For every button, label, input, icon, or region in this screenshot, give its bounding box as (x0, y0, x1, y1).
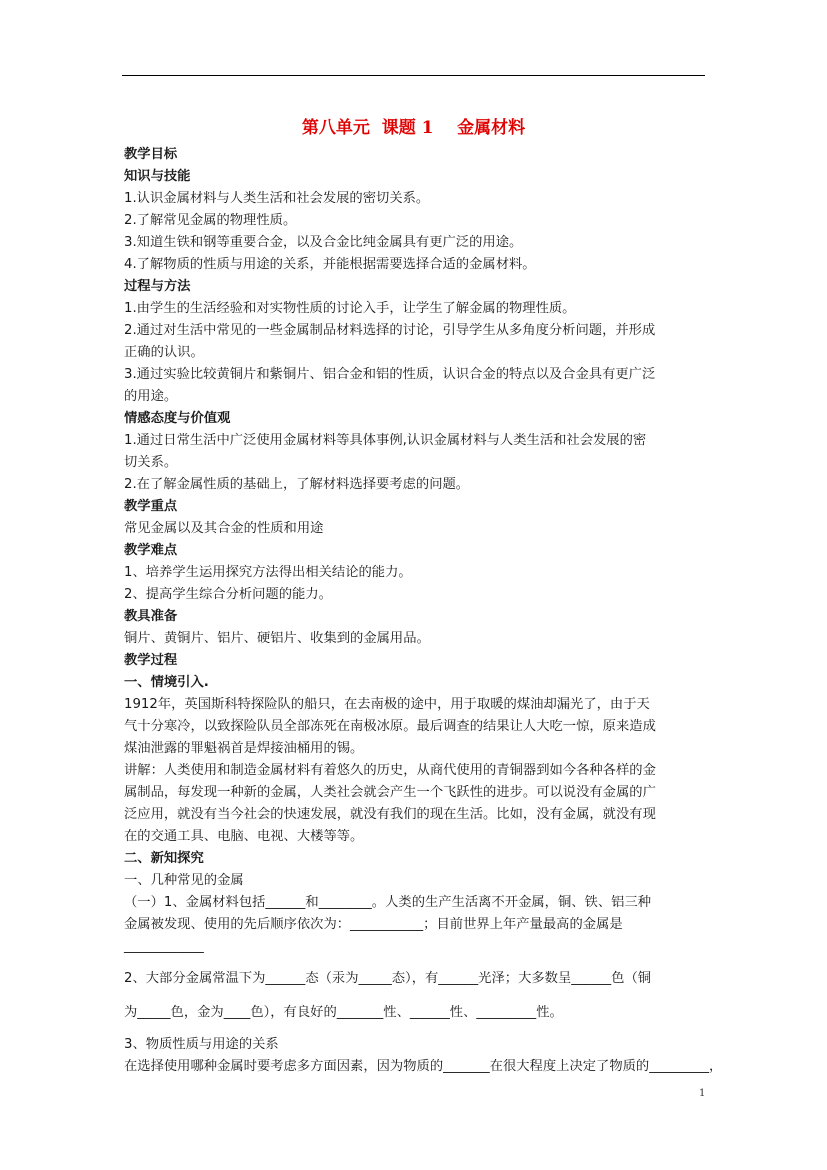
text-line: 气十分寒冷，以致探险队员全部冻死在南极冰原。最后调查的结果让人大吃一惊，原来造成 (124, 719, 656, 734)
section-heading: 教具准备 (124, 609, 178, 624)
text-line: 在的交通工具、电脑、电视、大楼等等。 (124, 829, 364, 844)
text-line: 2、大部分金属常温下为______态（汞为_____态），有______光泽；大多数呈______色（铜 (124, 971, 652, 986)
text-line: 为_____色，金为____色），有良好的_______性、______性、_________性。 (124, 1005, 563, 1020)
page-title: 第八单元 课题 1 金属材料 (301, 118, 526, 138)
text-line: 铜片、黄铜片、铝片、硬铝片、收集到的金属用品。 (124, 631, 430, 646)
section-heading: 二、新知探究 (124, 851, 204, 866)
text-line: 泛应用，就没有当今社会的快速发展，就没有我们的现在生活。比如，没有金属，就没有现 (124, 807, 656, 822)
section-heading: 教学过程 (124, 653, 178, 668)
page-number: 1 (699, 1088, 706, 1099)
header-rule (122, 75, 705, 76)
text-line: 切关系。 (124, 455, 178, 470)
text-line: 3.通过实验比较黄铜片和紫铜片、铝合金和铝的性质，认识合金的特点以及合金具有更广泛 (124, 367, 656, 382)
text-line: 2.了解常见金属的物理性质。 (124, 213, 297, 228)
text-line: 3、物质性质与用途的关系 (124, 1037, 279, 1052)
text-line: （一）1、金属材料包括______和________。人类的生产生活离不开金属，铜、铁、铝三种 (124, 895, 652, 910)
spacer (124, 958, 714, 966)
text-line: 常见金属以及其合金的性质和用途 (124, 521, 324, 536)
text-line: 1912年，英国斯科特探险队的船只，在去南极的途中，用于取暖的煤油却漏光了，由于天 (124, 697, 650, 712)
section-heading: 过程与方法 (124, 279, 191, 294)
text-line: 4.了解物质的性质与用途的关系，并能根据需要选择合适的金属材料。 (124, 257, 536, 272)
text-line: 属制品，每发现一种新的金属，人类社会就会产生一个飞跃性的进步。可以说没有金属的广 (124, 785, 656, 800)
document-body (124, 144, 723, 1078)
section-heading: 知识与技能 (124, 169, 191, 184)
text-line: 金属被发现、使用的先后顺序依次为：___________；目前世界上年产量最高的金属是 (124, 917, 623, 932)
section-heading: 情感态度与价值观 (124, 411, 231, 426)
text-line: 2.通过对生活中常见的一些金属制品材料选择的讨论，引导学生从多角度分析问题，并形成 (124, 323, 656, 338)
text-line: 的用途。 (124, 389, 178, 404)
text-line: 2.在了解金属性质的基础上，了解材料选择要考虑的问题。 (124, 477, 470, 492)
text-line: 煤油泄露的罪魁祸首是焊接油桶用的锡。 (124, 741, 364, 756)
text-line: 2、提高学生综合分析问题的能力。 (124, 587, 332, 602)
text-line: 3.知道生铁和钢等重要合金，以及合金比纯金属具有更广泛的用途。 (124, 235, 523, 250)
text-line: 一、几种常见的金属 (124, 873, 244, 888)
text-line: 1、培养学生运用探究方法得出相关结论的能力。 (124, 565, 412, 580)
text-line: 1.认识金属材料与人类生活和社会发展的密切关系。 (124, 191, 430, 206)
text-line: 讲解：人类使用和制造金属材料有着悠久的历史，从商代使用的青铜器到如今各种各样的金 (124, 763, 656, 778)
spacer (124, 992, 714, 1000)
section-heading: 教学目标 (124, 147, 178, 162)
text-line: 正确的认识。 (124, 345, 204, 360)
text-line: ____________ (124, 939, 204, 954)
section-heading: 一、情境引入. (124, 675, 209, 690)
section-heading: 教学难点 (124, 543, 178, 558)
spacer (124, 1026, 714, 1034)
text-line: 1.由学生的生活经验和对实物性质的讨论入手，让学生了解金属的物理性质。 (124, 301, 576, 316)
text-line: 1.通过日常生活中广泛使用金属材料等具体事例,认识金属材料与人类生活和社会发展的密 (124, 433, 647, 448)
section-heading: 教学重点 (124, 499, 178, 514)
text-line: 在选择使用哪种金属时要考虑多方面因素，因为物质的_______在很大程度上决定了物质的_________， (124, 1059, 723, 1074)
